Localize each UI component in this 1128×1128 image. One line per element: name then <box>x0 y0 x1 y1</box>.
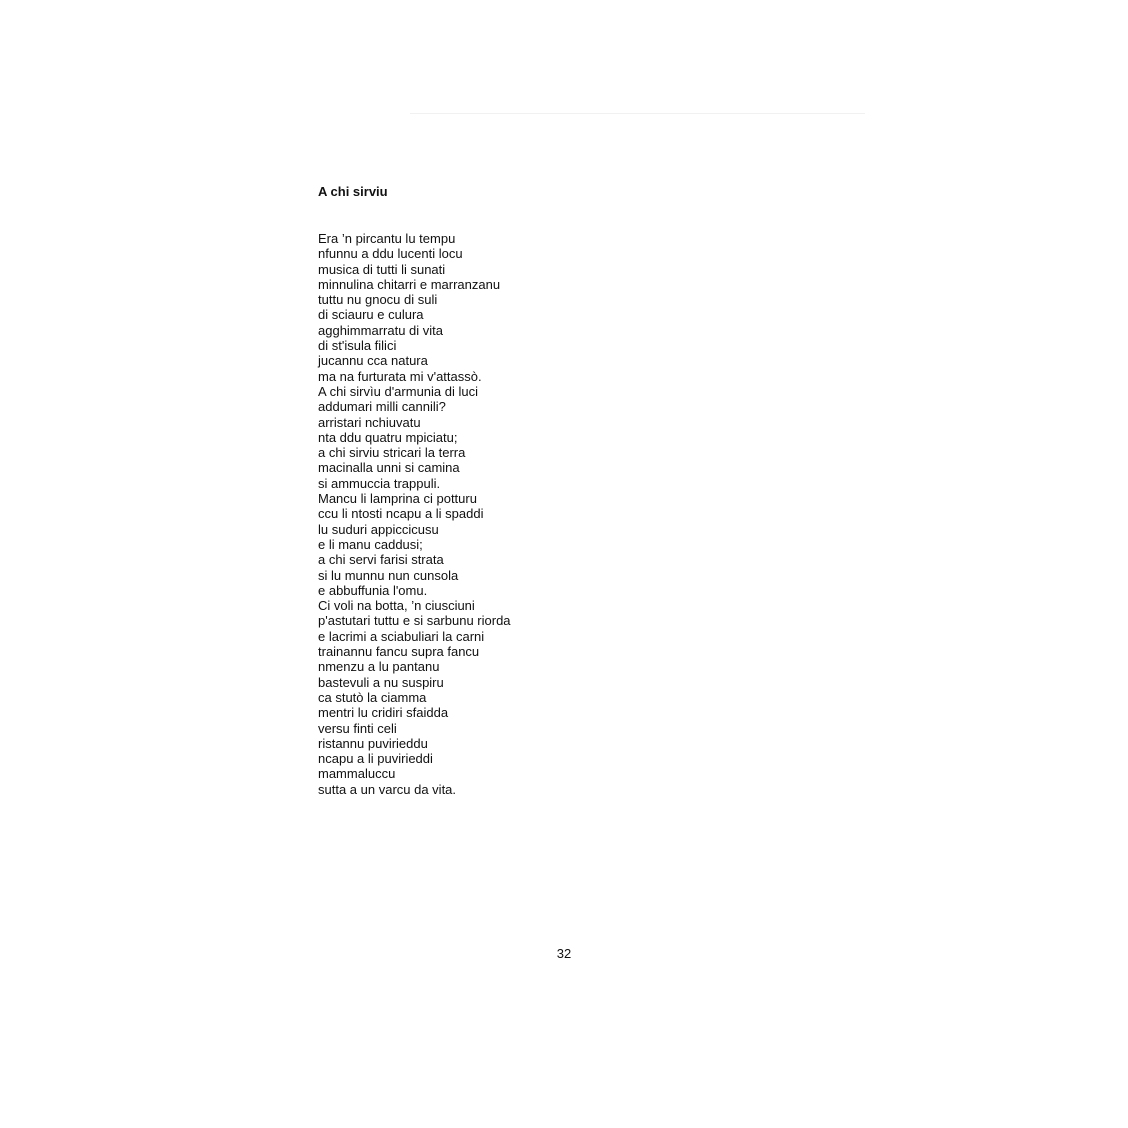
poem-body <box>318 231 511 797</box>
poem-line: musica di tutti li sunati <box>318 261 446 277</box>
poem-line: versu finti celi <box>318 720 397 736</box>
poem-line: minnulina chitarri e marranzanu <box>318 276 501 292</box>
poem-line: ccu li ntosti ncapu a li spaddi <box>318 506 484 522</box>
poem-line: p'astutari tuttu e si sarbunu riorda <box>318 613 511 629</box>
poem-line: agghimmarratu di vita <box>318 322 443 338</box>
poem-line: mentri lu cridiri sfaidda <box>318 705 449 721</box>
poem-line: si ammuccia trappuli. <box>318 475 441 491</box>
poem-line: a chi sirviu stricari la terra <box>318 445 466 461</box>
poem-line: ma na furturata mi v'attassò. <box>318 368 482 384</box>
poem-line: e li manu caddusi; <box>318 536 423 552</box>
poem-line: ncapu a li puvirieddi <box>318 751 433 767</box>
poem-title: A chi sirviu <box>318 184 388 199</box>
poem-line: nmenzu a lu pantanu <box>318 659 440 675</box>
poem-line: ca stutò la ciamma <box>318 689 427 705</box>
header-divider <box>410 113 865 114</box>
poem-line: Era ’n pircantu lu tempu <box>318 231 456 246</box>
poem-line: tuttu nu gnocu di suli <box>318 292 438 308</box>
poem-line: e abbuffunia l'omu. <box>318 582 428 598</box>
poem-line: macinalla unni si camina <box>318 460 460 476</box>
poem-line: di st'isula filici <box>318 338 397 354</box>
poem-line: bastevuli a nu suspiru <box>318 674 444 690</box>
poem-line: Mancu li lamprina ci potturu <box>318 491 477 507</box>
poem-line: sutta a un varcu da vita. <box>318 781 457 797</box>
poem-line: jucannu cca natura <box>318 353 428 369</box>
poem-line: a chi servi farisi strata <box>318 552 444 568</box>
poem-line: lu suduri appiccicusu <box>318 521 439 537</box>
poem-line: ristannu puvirieddu <box>318 735 428 751</box>
poem-line: A chi sirvìu d'armunia di luci <box>318 383 478 399</box>
poem-line: arristari nchiuvatu <box>318 414 421 430</box>
poem-line: trainannu fancu supra fancu <box>318 644 480 660</box>
page-number: 32 <box>556 946 572 961</box>
poem-line: addumari milli cannili? <box>318 399 446 415</box>
poem-line: e lacrimi a sciabuliari la carni <box>318 628 485 644</box>
poem-line: Ci voli na botta, ’n ciusciuni <box>318 598 475 614</box>
poem-line: nfunnu a ddu lucenti locu <box>318 246 463 262</box>
poem-line: di sciauru e culura <box>318 307 424 323</box>
poem-line: si lu munnu nun cunsola <box>318 567 459 583</box>
poem-line: nta ddu quatru mpiciatu; <box>318 429 458 445</box>
poem-line: mammaluccu <box>318 766 396 782</box>
